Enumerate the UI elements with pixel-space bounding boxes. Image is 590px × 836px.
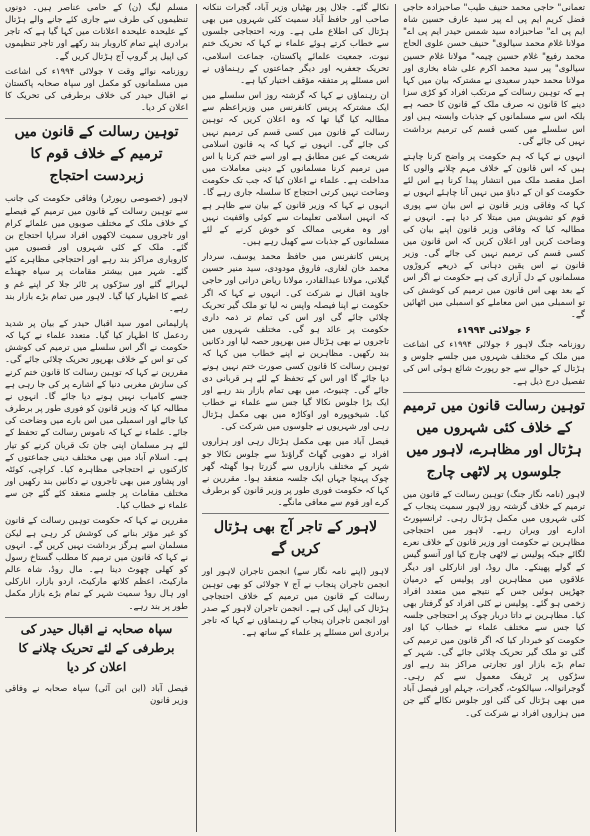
article-paragraph: پریس کانفرنس میں حافظ محمد یوسف، سردار محمد خان لغاری، فاروق مودودی، سید منیر حسین گیلانی، مولانا عبدالقادر، مولانا ریاض درانی اور حاجی جاوید اقبال نے شرکت کی۔ انہوں نے کہا کہ اگر حکومت نے اپنا فیصلہ واپس نہ لیا تو ملک گیر تحریک چلائی جائے گی اور اس کی تمام تر ذمہ داری حکومت پر عائد ہو گی۔ مختلف شہروں میں تاجروں نے بھی ہڑتال میں بھرپور حصہ لیا اور دکانیں بند رکھیں۔ مظاہرین نے اپنے خطاب میں کہا کہ توہین رسالت کا قانون کسی صورت ختم نہیں ہونے دیا جائے گا اور اس کے تحفظ کے لئے ہر قربانی دی جائے گی۔ چنیوٹ، میں بھی تمام بازار بند رہے اور ایک بڑا جلوس نکالا گیا جس سے علماء نے خطاب کیا۔ شیخوپورہ اور اوکاڑہ میں بھی مکمل ہڑتال رہی اور شہریوں نے جلوسوں میں شرکت کی۔ [202,252,389,433]
article-paragraph: پارلیمانی امور سید اقبال حیدر کے بیان پر شدید ردعمل کا اظہار کیا گیا۔ متعدد علماء نے کہا کہ حکومت نے اگر اس سلسلے میں ترمیم کی کوشش کی تو اس کے خلاف بھرپور تحریک چلائی جائے گی۔ مقررین نے کہا کہ توہین رسالت کا قانون ختم کرنے کی سازش مغربی دنیا کے اشارے پر کی جا رہی ہے جسے کامیاب نہیں ہونے دیا جائے گا۔ انہوں نے مطالبہ کیا کہ وزیر قانون کو فوری طور پر برطرف کیا جائے اور اسمبلی میں اس بارے میں وضاحت کی جائے۔ علماء نے کہا کہ ناموس رسالت کے تحفظ کے لئے ہر مسلمان اپنی جان تک قربان کرنے کو تیار ہے۔ اسلام آباد میں بھی مختلف دینی جماعتوں کے کارکنوں نے احتجاجی مظاہرہ کیا۔ کراچی، کوئٹہ اور پشاور میں بھی تاجروں نے دکانیں بند رکھیں اور مختلف مقامات پر جلسے منعقد کئے گئے جن سے علماء نے خطاب کیا۔ [5,318,188,512]
article-paragraph: مقررین نے کہا کہ حکومت توہین رسالت کے قانون کو غیر مؤثر بنانے کی کوشش کر رہی ہے لیکن مسلمان اسے ہرگز برداشت نہیں کریں گے۔ انہوں نے کہا کہ قانون میں ترمیم کا مطلب گستاخ رسول کو کھلی چھوٹ دینا ہے۔ مال روڈ، شاہ عالم مارکیٹ، اعظم کلاتھ مارکیٹ، اردو بازار، انارکلی اور ہال روڈ سمیت شہر کے تمام بڑے بازار مکمل طور پر بند رہے۔ [5,516,188,612]
article-paragraph: روزنامہ نوائے وقت ۷ جولائی ۱۹۹۴ء کی اشاعت میں مسلمانوں کو مکمل اور سپاہ صحابہ پاکستان نے اقبال حیدر کی خلاف برطرفی کی تحریک کا اعلان کر دیا۔ [5,66,189,114]
article-paragraph: روزنامہ جنگ لاہور ۶ جولائی ۱۹۹۴ء کی اشاعت میں ملک کے مختلف شہروں میں جلسے جلوس و ہڑتال کے حوالے سے جو رپورٹ شائع ہوئی اس کی تفصیل درج ذیل ہے۔ [403,340,585,387]
sub-headline: لاہور کے تاجر آج بھی ہڑتال کریں گے [202,513,389,560]
article-headline: توہین رسالت قانون میں ترمیم کے خلاف کئی شہروں میں ہڑتال اور مظاہرے، لاہور میں جلوسوں پر لاٹھی چارج [403,392,585,483]
dateline: ۶ جولائی ۱۹۹۴ء [457,325,531,337]
article-paragraph: فیصل آباد (این این آئی) سپاہ صحابہ نے وفاقی وزیر قانون [5,683,188,706]
article-paragraph: لاہور (خصوصی رپورٹر) وفاقی حکومت کی جانب سے توہین رسالت کے قانون میں ترمیم کے فیصلے کے خلاف ملک کے مختلف صوبوں میں علمائے کرام اور تاجروں سمیت لاکھوں افراد سراپا احتجاج بن گئے۔ ملک کے کئی شہروں اور قصبوں میں کاروباری مراکز بند رہے اور احتجاجی مظاہرے کئے گئے۔ شہر میں بیشتر مقامات پر سیاہ جھنڈے لہرائے گئے اور سڑکوں پر ٹائر جلا کر اپنے غم و غصے کا اظہار کیا گیا۔ لاہور میں تمام بڑے بازار بند رہے۔ [5,194,188,314]
column-right [398,0,590,836]
article-paragraph: فیصل آباد میں بھی مکمل ہڑتال رہی اور ہزاروں افراد نے دھوبی گھاٹ گراؤنڈ سے جلوس نکالا جو شہر کے مختلف بازاروں سے گزرتا ہوا گھنٹہ گھر چوک پہنچا جہاں ایک جلسہ منعقد ہوا۔ مقررین نے کہا کہ حکومت فوری طور پر وزیر قانون کو برطرف کرے اور قوم سے معافی مانگے۔ [202,437,389,509]
article-paragraph: لاہور (نامہ نگار جنگ) توہین رسالت کے قانون میں ترمیم کے خلاف گزشتہ روز لاہور سمیت پنجاب کے کئی شہروں میں مکمل ہڑتال رہی۔ ٹرانسپورٹ ادارے اور ویران رہے۔ لاہور میں احتجاجی مظاہرین نے حکومت اور وزیر قانون کے خلاف نعرے لگائے جبکہ پولیس نے لاٹھی چارج کیا اور آنسو گیس کے گولے پھینکے۔ مال روڈ، اور انارکلی اور دیگر علاقوں میں مظاہرین اور پولیس کے درمیان جھڑپیں ہوئیں جس کے نتیجے میں متعدد افراد زخمی ہو گئے۔ پولیس نے کئی افراد کو گرفتار بھی کیا۔ مظاہرین نے داتا دربار چوک پر احتجاجی جلسہ کیا جس سے مختلف علماء نے خطاب کیا اور حکومت کو خبردار کیا کہ اگر قانون میں ترمیم کی گئی تو ملک گیر تحریک چلائی جائے گی۔ شہر کے تمام بڑے بازار اور تجارتی مراکز بند رہے اور سڑکوں پر ٹریفک معمول سے کم رہی۔ گوجرانوالہ، سیالکوٹ، گجرات، جہلم اور فیصل آباد میں بھی ہڑتال کی گئی اور جلوس نکالے گئے جن میں ہزاروں افراد نے شرکت کی۔ [403,489,585,719]
article-headline: سپاہ صحابہ نے اقبال حیدر کی برطرفی کے لئے تحریک چلانے کا اعلان کر دیا [5,617,188,677]
article-paragraph: لاہور (اپنے نامہ نگار سے) انجمن تاجران لاہور اور انجمن تاجران پنجاب نے آج ۷ جولائی کو بھی توہین رسالت کے قانون میں ترمیم کے خلاف احتجاجی ہڑتال کی اپیل کی ہے۔ انجمن تاجران لاہور کے صدر اور انجمن تاجران پنجاب کے رہنماؤں نے کہا کہ تاجر برادری اس مسئلے پر علماء کے ساتھ ہے۔ [202,567,389,639]
article-headline: توہین رسالت کے قانون میں ترمیم کے خلاف قوم کا زبردست احتجاج [5,118,188,187]
article-paragraph: ان رہنماؤں نے کہا کہ گزشتہ روز اس سلسلے میں ایک مشترکہ پریس کانفرنس میں وزیراعظم سے مطالبہ کیا گیا تھا کہ وہ اعلان کریں کہ توہین رسالت کے قانون میں کسی قسم کی ترمیم نہیں کی جائے گی۔ انہوں نے کہا کہ یہ قانون اسلامی شریعت کے عین مطابق ہے اور اسے ختم کرنا یا اس میں ترمیم کرنا مسلمانوں کے دینی معاملات میں مداخلت ہے۔ علماء نے اعلان کیا کہ جب تک حکومت وضاحت نہیں کرتی احتجاج کا سلسلہ جاری رہے گا۔ انہوں نے کہا کہ وزیر قانون کے بیان سے ظاہر ہے کہ انہیں اسلامی تعلیمات سے کوئی واقفیت نہیں اور وہ مغربی ممالک کو خوش کرنے کے لئے مسلمانوں کے جذبات سے کھیل رہے ہیں۔ [202,91,389,247]
column-middle [197,0,394,836]
column-left [0,0,193,836]
article-paragraph: نکالے گئے۔ جلال پور بھٹیاں وزیر آباد، گجرات ننکانہ صاحب اور حافظ آباد سمیت کئی شہروں میں بھی ہڑتال کی اطلاع ملی ہے۔ ورنہ احتجاجی جلسوں سے خطاب کرتے ہوئے علماء نے کہا کہ تحریک ختم نبوت، جمعیت علمائے پاکستان، جماعت اسلامی، تحریک جعفریہ اور دیگر جماعتوں کے رہنماؤں نے اس مسئلے پر متفقہ مؤقف اختیار کیا ہے۔ [202,3,389,86]
column-rule [395,4,396,832]
article-paragraph: تعمانی" حاجی محمد حنیف طیب" صاحبزادہ حاجی فضل کریم ایم پی اے پیر سید عارف حسین شاہ ایم پی اے" صاحبزادہ سید شمس حیدر ایم پی اے" مولانا غلام محمد سیالوی" حنیف حسن علوی الحاج محمد رفیع" غلام حسین چیمہ" مولانا غلام حسین سیالوی" پیر سید محمد اکرم علی شاہ بخاری اور مولانا محمد حیدر سعیدی نے مشترکہ بیان میں کہا ہے کہ توہین رسالت کے مرتکب افراد کو کڑی سزا دینے کا قانون نہ صرف ملک کے قانون کا حصہ ہے بلکہ اس سے مسلمانوں کے جذبات وابستہ ہیں اور اس سلسلے میں کسی قسم کی ترمیم برداشت نہیں کی جائے گی۔ [403,3,585,147]
article-paragraph: انہوں نے کہا کہ ہم حکومت پر واضح کرنا چاہتے ہیں کہ اس قانون کے خلاف مہم چلانے والوں کا اصل مقصد ملک میں انتشار پیدا کرنا ہے اس لئے حکومت کو ان کے دباؤ میں نہیں آنا چاہئے انہوں نے کہا کہ وفاقی وزیر قانون نے اس بیان سے پوری قوم کو تشویش میں مبتلا کر دیا ہے۔ انہوں نے مطالبہ کیا کہ وفاقی وزیر قانون اپنے بیان کی وضاحت کریں اور اعلان کریں کہ اس قانون میں کسی قسم کی ترمیم نہیں کی جائے گی۔ وزیر قانون نے اس یقین دہانی کے ذریعے کروڑوں مسلمانوں کے دل آزاری کی ہے حکومت نے اگر اس کے بعد بھی اس قانون میں ترمیم کی کوشش کی تو اسمبلی میں اس معاملے کو اسمبلی میں اٹھائیں گے۔ [403,151,585,320]
article-paragraph: مسلم لیگ (ن) کے حامی عناصر ہیں۔ دونوں تنظیموں کی طرف سے جاری کئے جانے والے ہڑتال کے علیحدہ علیحدہ اعلانات میں کہا گیا ہے کہ تاجر برادری اپنے تمام کاروبار بند رکھے اور تاجر تنظیموں کی اپیل پر گروپ آج ہڑتال کریں گے۔ [5,3,188,62]
